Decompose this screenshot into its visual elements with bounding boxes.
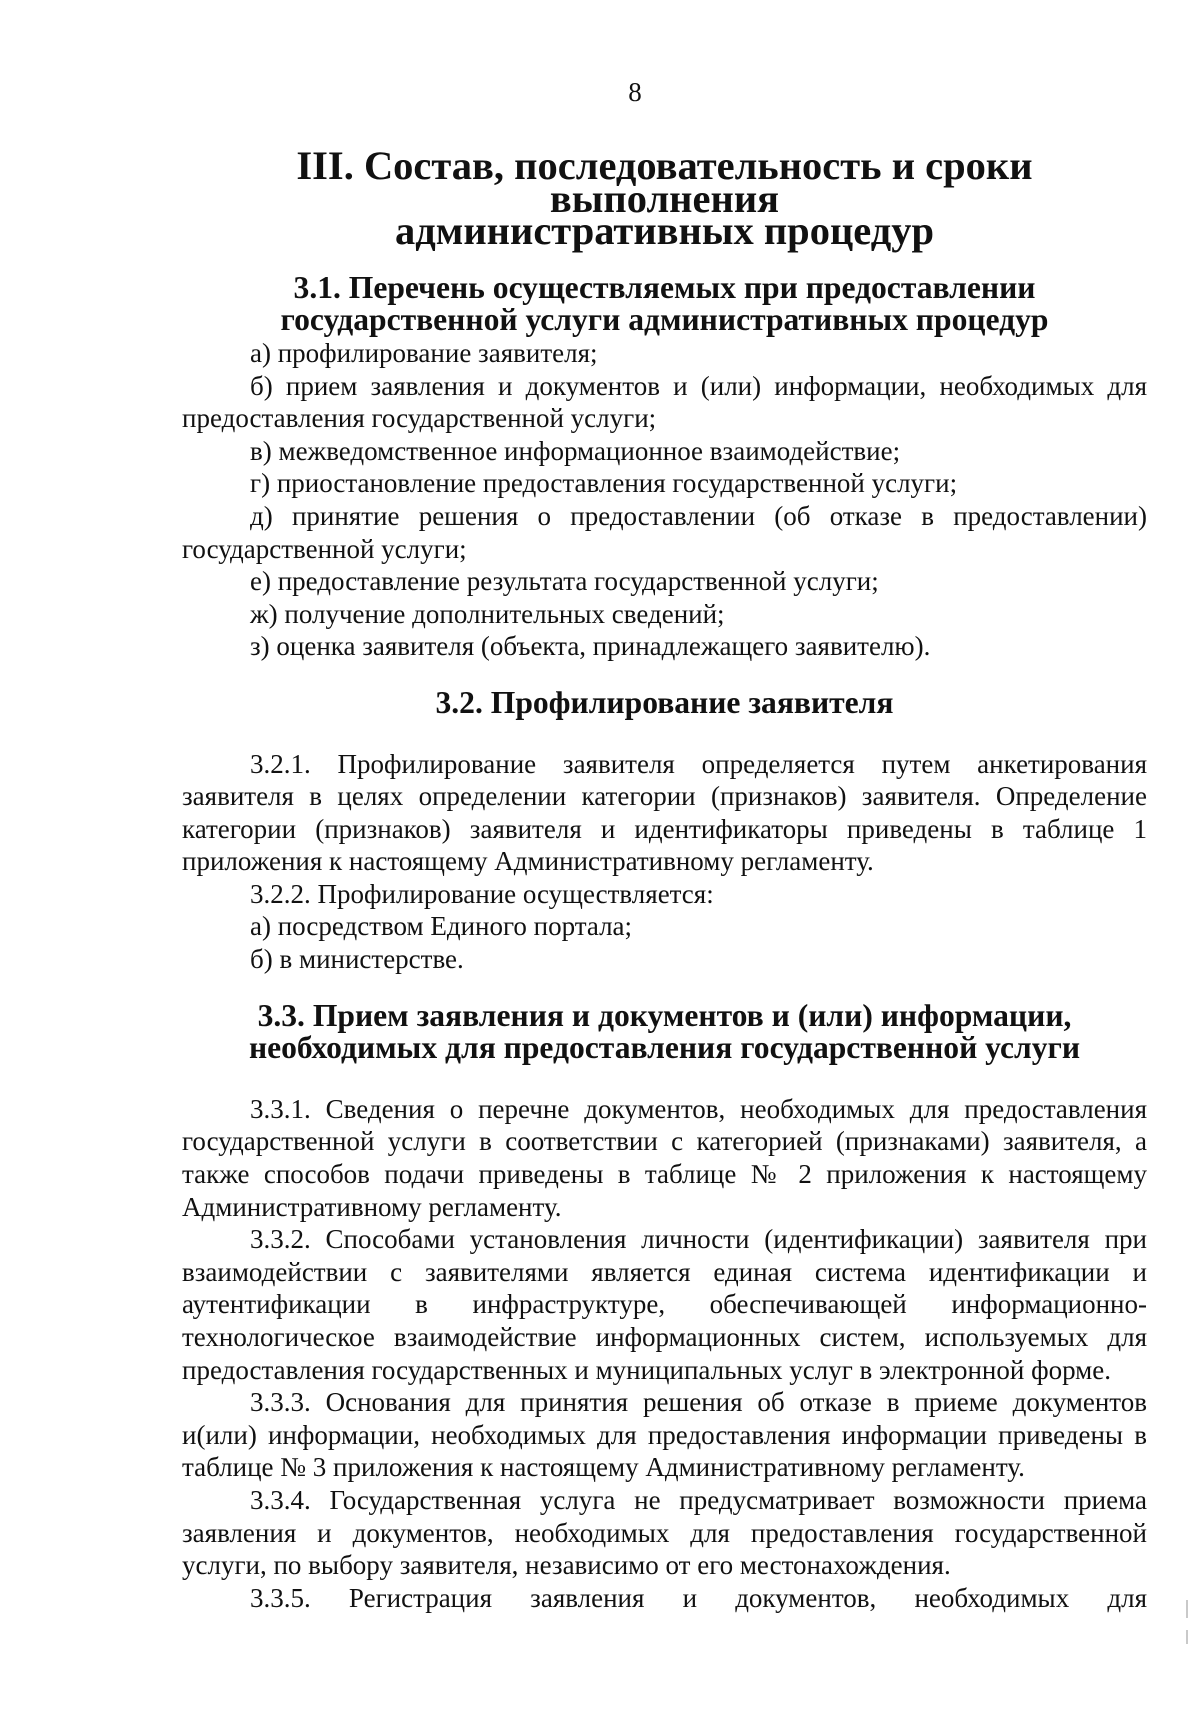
procedure-item-g: г) приостановление предоставления государственной услуги; [250,468,958,499]
section-3-1-heading [182,269,1147,338]
paragraph-3-2-1: 3.2.1. Профилирование заявителя определяется путем анкетирования заявителя в целях определении категории (признаков) заявителя. Определение категории (признаков) заявителя и идентификаторы приведены в таблице 1 приложения к настоящему Административному регламенту. [182,748,1147,877]
procedure-item-v: в) межведомственное информационное взаимодействие; [250,435,901,466]
procedure-item-z: з) оценка заявителя (объекта, принадлежащего заявителю). [250,631,931,662]
procedure-item-b: б) прием заявления и документов и (или) информации, необходимых для предоставления государственной услуги; [182,370,1147,434]
section-3-3-title-line-2: необходимых для предоставления государственной услуги [248,1030,1081,1066]
procedure-item-e: е) предоставление результата государственной услуги; [250,566,879,597]
procedure-item-d: д) принятие решения о предоставлении (об отказе в предоставлении) государственной услуги; [182,500,1147,564]
procedure-item-zh: ж) получение дополнительных сведений; [250,598,725,629]
section-3-3-heading [182,997,1147,1066]
section-3-1-title-line-1: 3.1. Перечень осуществляемых при предоставлении [293,269,1036,305]
scan-edge-mark [1186,1600,1188,1618]
section-3-heading [182,143,1147,254]
section-3-1-title-line-2: государственной услуги административных процедур [280,302,1049,338]
paragraph-3-3-1: 3.3.1. Сведения о перечне документов, необходимых для предоставления государственной услуги в соответствии с категорией (признаками) заявителя, а также способов подачи приведены в таблице № 2 приложения к настоящему Административному регламенту. [182,1093,1147,1222]
section-3-title-line-2: административных процедур [395,208,934,254]
page-number: 8 [628,77,642,107]
scan-edge-mark [1186,1630,1188,1644]
paragraph-3-3-5: 3.3.5. Регистрация заявления и документов, необходимых для [250,1582,1147,1613]
paragraph-3-3-3: 3.3.3. Основания для принятия решения об отказе в приеме документов и(или) информации, необходимых для предоставления информации приведены в таблице № 3 приложения к настоящему Административному регламенту. [182,1387,1147,1483]
paragraph-3-2-2-item-a: а) посредством Единого портала; [250,911,633,942]
paragraph-3-2-2-item-b: б) в министерстве. [250,944,464,975]
section-3-2-heading: 3.2. Профилирование заявителя [435,684,894,720]
section-3-title-line-1: III. Состав, последовательность и сроки выполнения [296,143,1033,221]
page-content [182,143,1147,1614]
procedure-item-a: а) профилирование заявителя; [250,337,598,368]
paragraph-3-2-2: 3.2.2. Профилирование осуществляется: [250,878,714,909]
paragraph-3-3-4: 3.3.4. Государственная услуга не предусматривает возможности приема заявления и документов, необходимых для предоставления государственной услуги, по выбору заявителя, независимо от его местонахождения. [182,1484,1147,1581]
paragraph-3-3-2: 3.3.2. Способами установления личности (идентификации) заявителя при взаимодействии с заявителями является единая система идентификации и аутентификации в инфраструктуре, обеспечивающей информационно-технологическое взаимодействие информационных систем, используемых для предоставления государственных и муниципальных услуг в электронной форме. [182,1224,1147,1385]
section-3-3-title-line-1: 3.3. Прием заявления и документов и (или) информации, [257,997,1072,1033]
